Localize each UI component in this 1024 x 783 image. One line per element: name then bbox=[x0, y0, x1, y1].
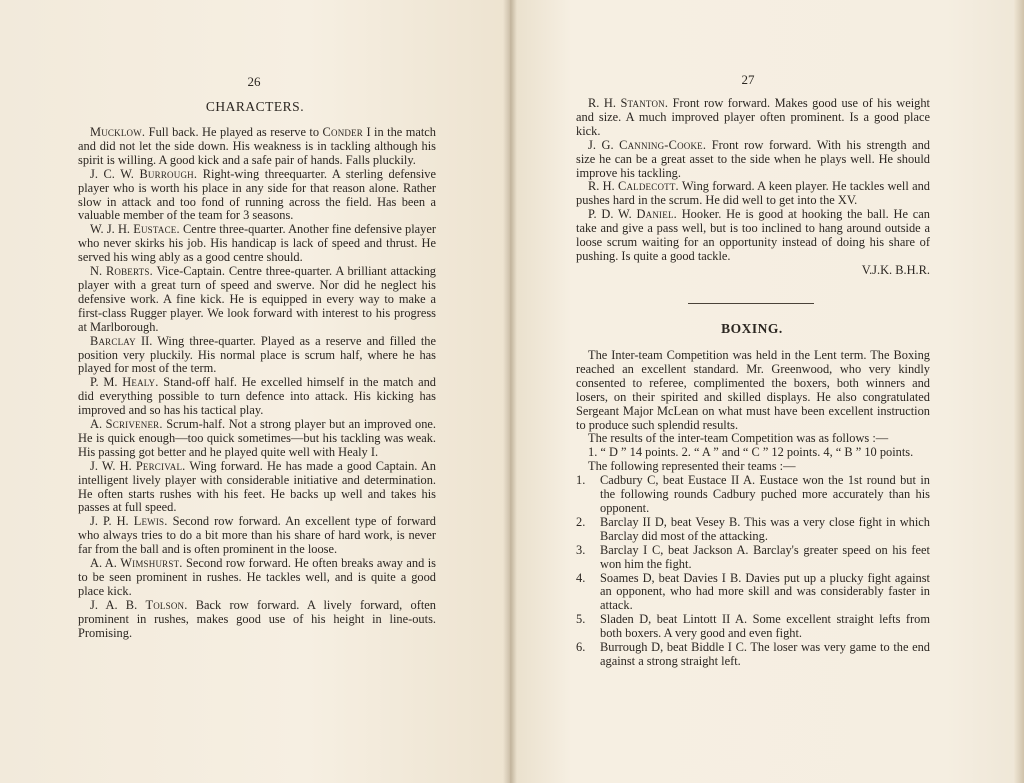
player-name: Stanton. bbox=[620, 96, 669, 110]
section-divider bbox=[688, 303, 814, 304]
left-page bbox=[0, 0, 510, 783]
character-entry: J. W. H. Percival. Wing forward. He has made a good Captain. An intelligent lively player with considerable initiative and determination. He often starts rushes with his feet. He backs up well and takes his passes at full speed. bbox=[78, 458, 436, 515]
character-entry: A. A. Wimshurst. Second row forward. He often breaks away and is to be seen prominent in rushes. He tackles well, and is quite a good place kick. bbox=[78, 556, 436, 598]
page-number: 27 bbox=[741, 72, 755, 87]
bout-item: 3. Barclay I C, beat Jackson A. Barclay's greater speed on his feet won him the fight. bbox=[576, 542, 930, 571]
player-name: Eustace. bbox=[133, 222, 180, 237]
character-entry: P. M. Healy. Stand-off half. He excelled himself in the match and did everything possible to turn defence into attack. His kicking has improved and so has his tactical play. bbox=[78, 375, 436, 418]
player-name: Burrough. bbox=[139, 166, 198, 181]
characters-list bbox=[78, 126, 436, 641]
character-entry: Mucklow. Full back. He played as reserve to Conder I in the match and did not let the side down. His weakness is in tackling although his spirit is willing. A good kick and a safe pair of hands. Falls pluckily. bbox=[78, 125, 436, 167]
player-name: Daniel. bbox=[636, 207, 677, 222]
character-entry: J. G. Canning-Cooke. Front row forward. With his strength and size he can be a great asset to the side when he plays well. He should improve his tackling. bbox=[576, 137, 930, 180]
bouts-list bbox=[576, 474, 930, 669]
player-name: Mucklow. bbox=[90, 125, 146, 139]
bout-item: 6. Burrough D, beat Biddle I C. The loser was very game to the end against a strong straight left. bbox=[576, 640, 930, 668]
results-intro: The results of the inter-team Competition was as follows :— bbox=[588, 431, 889, 446]
player-name: Healy. bbox=[122, 375, 159, 390]
bout-item: 4. Soames D, beat Davies I B. Davies put up a plucky fight against an opponent, who had more skill and was considerably faster in attack. bbox=[576, 570, 930, 613]
bout-item: 5. Sladen D, beat Lintott II A. Some excellent straight lefts from both boxers. A very good and even fight. bbox=[576, 612, 930, 641]
player-name: Tolson. bbox=[145, 597, 188, 612]
player-name: Canning-Cooke. bbox=[619, 137, 707, 152]
right-page bbox=[510, 0, 1024, 783]
page-edge bbox=[1014, 0, 1024, 783]
player-name: Barclay bbox=[90, 333, 136, 348]
section-title: BOXING. bbox=[721, 321, 783, 336]
character-entry: Barclay II. Wing three-quarter. Played as a reserve and filled the position very pluckily. His normal place is scrum half, where he has played for most of the term. bbox=[78, 333, 436, 376]
teams-intro: The following represented their teams :— bbox=[588, 459, 796, 474]
signature: V.J.K. B.H.R. bbox=[861, 262, 930, 277]
character-entry: W. J. H. Eustace. Centre three-quarter. Another fine defensive player who never skirks his job. His handicap is lack of speed and thrust. He served his wing ably as a good centre should. bbox=[78, 222, 436, 265]
page-number: 26 bbox=[247, 74, 261, 89]
character-entry: N. Roberts. Vice-Captain. Centre three-quarter. A brilliant attacking player with a great turn of speed and swerve. Nor did he neglect his defensive work. A fine kick. He is equipped in every way to make a first-class Rugger player. We look forward with interest to his progress at Marlborough. bbox=[78, 264, 436, 334]
character-entry: P. D. W. Daniel. Hooker. He is good at hooking the ball. He can take and give a pass well, but is too inclined to hang around outside a loose scrum waiting for an opportunity instead of doing his share of pushing. Is quite a good tackle. bbox=[576, 207, 931, 263]
character-entry: R. H. Stanton. Front row forward. Makes good use of his weight and size. A much improved player often prominent. Is a good place kick. bbox=[576, 96, 930, 138]
character-entry: J. A. B. Tolson. Back row forward. A lively forward, often prominent in rushes, makes good use of his height in line-outs. Promising. bbox=[78, 597, 436, 640]
player-name: Wimshurst. bbox=[120, 556, 183, 571]
characters-continued bbox=[576, 97, 930, 278]
book-gutter bbox=[503, 0, 517, 783]
character-entry: R. H. Caldecott. Wing forward. A keen player. He tackles well and pushes hard in the scrum. He did well to get into the XV. bbox=[576, 179, 930, 208]
boxing-intro: The Inter-team Competition was held in the Lent term. The Boxing reached an excellent standard. Mr. Greenwood, who very kindly consented to referee, complimented the boxers, both winners and losers, on their spirited and skilled displays. He also congratulated Sergeant Major McLean on what must have been excellent instruction to produce such splendid results. bbox=[576, 348, 930, 432]
bout-item: 2. Barclay II D, beat Vesey B. This was a very close fight in which Barclay did most of the attacking. bbox=[576, 514, 930, 543]
character-entry: A. Scrivener. Scrum-half. Not a strong player but an improved one. He is quick enough—too quick sometimes—but his tackling was weak. His passing got better and he played quite well with Healy I. bbox=[78, 417, 436, 459]
page-title: CHARACTERS. bbox=[205, 99, 305, 114]
player-name: Caldecott. bbox=[618, 179, 679, 194]
player-name: Scrivener. bbox=[105, 417, 163, 432]
boxing-section bbox=[576, 349, 930, 669]
bout-item: 1. Cadbury C, beat Eustace II A. Eustace won the 1st round but in the following rounds Cadbury puched more accurately than his opponent. bbox=[576, 473, 930, 515]
character-entry: J. P. H. Lewis. Second row forward. An excellent type of forward who always tries to do a bit more than his share of hard work, is never far from the ball and is often prominent in the loose. bbox=[78, 514, 437, 557]
player-name: Roberts. bbox=[105, 264, 153, 279]
player-name: Lewis. bbox=[133, 514, 168, 529]
results-line: 1. “ D ” 14 points. 2. “ A ” and “ C ” 12 points. 4, “ B ” 10 points. bbox=[588, 445, 914, 460]
player-name: Percival. bbox=[135, 458, 186, 473]
character-entry: J. C. W. Burrough. Right-wing threequarter. A sterling defensive player who is worth his place in any side for that reason alone. Rather slow in attack and too fond of running across the field. Has been a valuable member of the team for 3 seasons. bbox=[78, 166, 436, 223]
